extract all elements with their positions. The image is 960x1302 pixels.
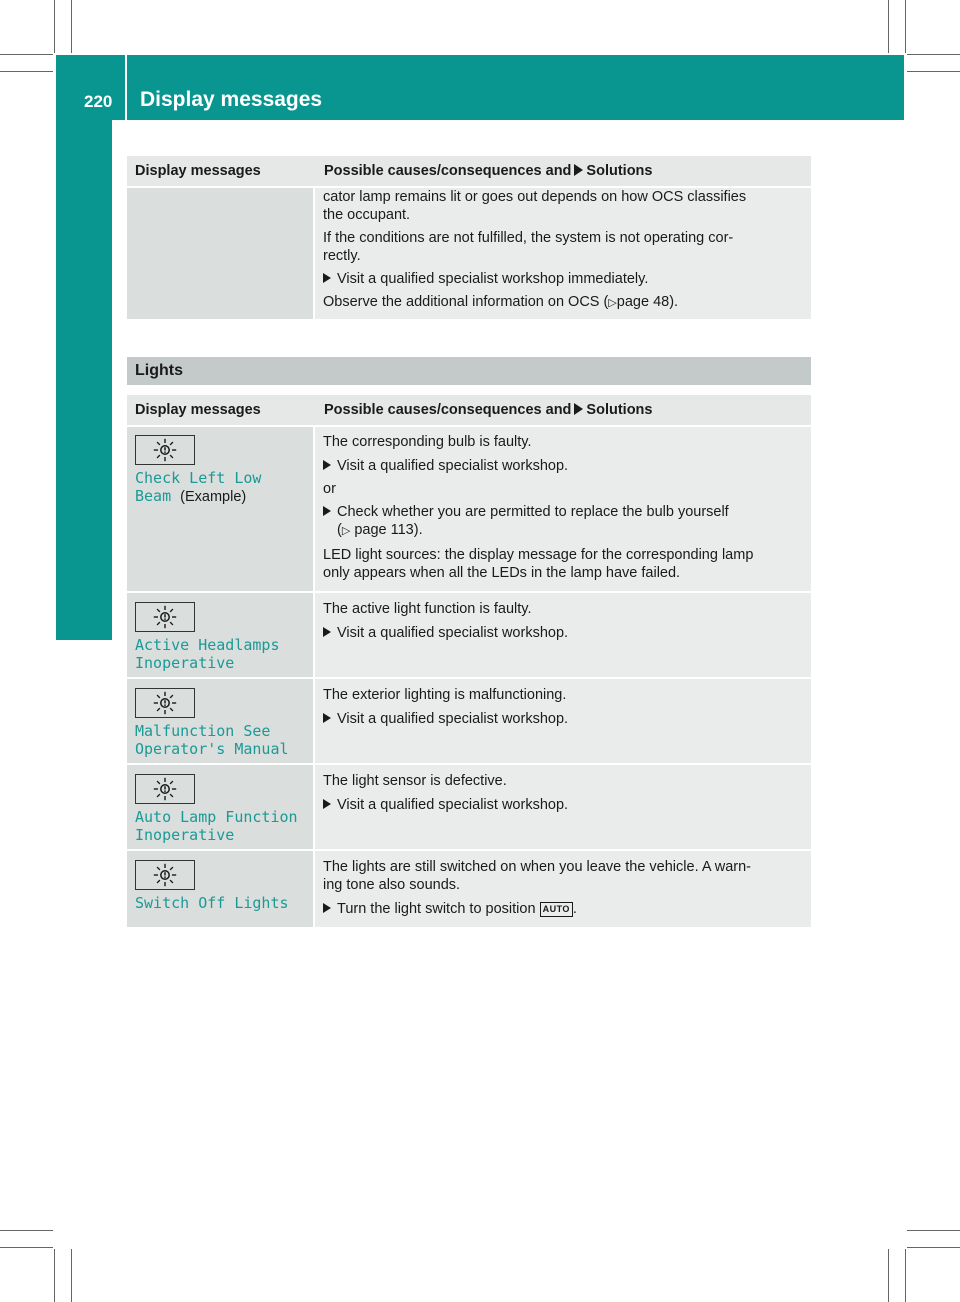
crop-mark <box>905 0 906 53</box>
text-line: cator lamp remains lit or goes out depends on how OCS classifies <box>323 189 747 205</box>
message-line: Inoperative <box>135 654 235 672</box>
column-header-causes: Possible causes/consequences and Solutions <box>324 163 653 179</box>
arrow-right-icon <box>323 713 331 723</box>
arrow-right-icon <box>323 903 331 913</box>
crop-mark <box>71 1249 72 1302</box>
cause-text <box>323 772 799 814</box>
crop-mark <box>0 1230 53 1231</box>
cause-line: The exterior lighting is malfunctioning. <box>323 687 567 703</box>
crop-mark <box>888 0 889 53</box>
arrow-right-icon <box>323 460 331 470</box>
display-message <box>135 722 289 758</box>
text-line: the occupant. <box>323 207 411 223</box>
lamp-warning-icon <box>135 860 195 890</box>
message-line: Malfunction See <box>135 722 271 740</box>
crop-mark <box>0 54 53 55</box>
display-message <box>135 469 261 506</box>
column-header-messages: Display messages <box>135 163 261 179</box>
crop-mark <box>907 1230 960 1231</box>
action-line: Turn the light switch to position AUTO . <box>323 900 799 918</box>
action-line: Visit a qualified specialist workshop. <box>323 624 799 642</box>
arrow-right-icon <box>574 403 583 415</box>
cause-text <box>323 188 799 312</box>
arrow-right-icon <box>574 164 583 176</box>
cause-line: The active light function is faulty. <box>323 601 532 617</box>
cause-line: The corresponding bulb is faulty. <box>323 434 532 450</box>
message-cell <box>127 188 313 319</box>
crop-mark <box>0 1247 53 1248</box>
header-divider <box>125 55 127 120</box>
auto-switch-icon: AUTO <box>540 902 573 917</box>
crop-mark <box>0 71 53 72</box>
message-line: Beam (Example) <box>135 487 247 505</box>
arrow-right-icon <box>323 799 331 809</box>
example-note: (Example) <box>180 489 247 505</box>
lamp-warning-icon <box>135 688 195 718</box>
column-header-messages: Display messages <box>135 402 261 418</box>
arrow-right-icon <box>323 506 331 516</box>
page-ref-triangle-icon: ▷ <box>341 525 351 537</box>
lamp-warning-icon <box>135 774 195 804</box>
crop-mark <box>54 1249 55 1302</box>
crop-mark <box>888 1249 889 1302</box>
text-line: If the conditions are not fulfilled, the system is not operating cor- <box>323 230 734 246</box>
action-line: Check whether you are permitted to replace the bulb yourself <box>323 503 799 521</box>
table-row <box>127 851 811 927</box>
table-header <box>127 156 811 186</box>
message-line: Switch Off Lights <box>135 894 289 912</box>
text-line: rectly. <box>323 248 361 264</box>
section-title: Lights <box>135 362 183 379</box>
reference-line: Observe the additional information on OCS (▷page 48). <box>323 294 679 310</box>
lamp-warning-icon <box>135 602 195 632</box>
cause-line: ing tone also sounds. <box>323 877 461 893</box>
cause-text <box>323 433 799 582</box>
page-number: 220 <box>84 92 113 111</box>
reference-line: (▷ page 113). <box>337 522 423 538</box>
table-row <box>127 427 811 591</box>
section-heading <box>127 357 811 385</box>
crop-mark <box>907 1247 960 1248</box>
or-line: or <box>323 481 336 497</box>
action-line: Visit a qualified specialist workshop immediately. <box>323 270 799 288</box>
column-header-causes: Possible causes/consequences and Solutions <box>324 402 653 418</box>
cause-text <box>323 858 799 918</box>
action-line: Visit a qualified specialist workshop. <box>323 710 799 728</box>
page-title: Display messages <box>140 88 323 111</box>
note-line: LED light sources: the display message for the corresponding lamp <box>323 547 754 563</box>
table-row <box>127 679 811 763</box>
message-line: Operator's Manual <box>135 740 289 758</box>
table-row <box>127 765 811 849</box>
crop-mark <box>905 1249 906 1302</box>
display-message <box>135 808 298 844</box>
crop-mark <box>71 0 72 53</box>
cause-text <box>323 686 799 728</box>
cause-line: The light sensor is defective. <box>323 773 507 789</box>
page-ref-triangle-icon: ▷ <box>608 297 617 309</box>
table-row <box>127 593 811 677</box>
message-line: Auto Lamp Function <box>135 808 298 826</box>
crop-mark <box>907 71 960 72</box>
message-line: Check Left Low <box>135 469 262 487</box>
note-line: only appears when all the LEDs in the lamp have failed. <box>323 565 681 581</box>
display-message <box>135 894 289 912</box>
table-header <box>127 395 811 425</box>
display-message <box>135 636 280 672</box>
action-line: Visit a qualified specialist workshop. <box>323 457 799 475</box>
crop-mark <box>54 0 55 53</box>
crop-mark <box>907 54 960 55</box>
lamp-warning-icon <box>135 435 195 465</box>
table-row <box>127 188 811 319</box>
message-line: Active Headlamps <box>135 636 280 654</box>
cause-line: The lights are still switched on when you leave the vehicle. A warn- <box>323 859 751 875</box>
arrow-right-icon <box>323 627 331 637</box>
arrow-right-icon <box>323 273 331 283</box>
cause-text <box>323 600 799 642</box>
chapter-tab-label: On-board computer and displays <box>88 260 111 590</box>
message-line: Inoperative <box>135 826 235 844</box>
action-line: Visit a qualified specialist workshop. <box>323 796 799 814</box>
